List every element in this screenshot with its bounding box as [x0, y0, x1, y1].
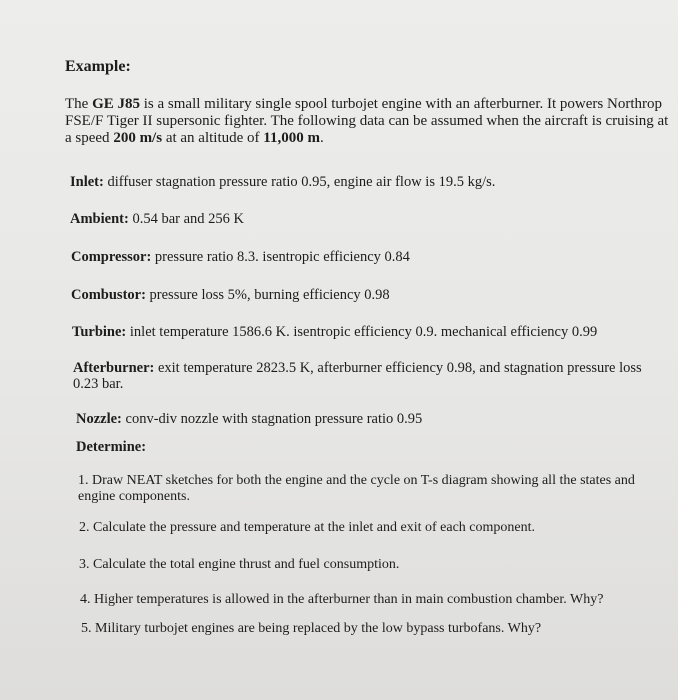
cruise-speed: 200 m/s	[113, 130, 163, 146]
spec-combustor-text: pressure loss 5%, burning efficiency 0.98	[145, 287, 390, 303]
engine-name: GE J85	[92, 96, 141, 112]
intro-text-4: .	[319, 130, 324, 146]
spec-turbine-label: Turbine:	[72, 324, 127, 340]
spec-compressor	[71, 249, 631, 265]
spec-afterburner	[73, 360, 643, 392]
spec-compressor-text: pressure ratio 8.3. isentropic efficiency 0.84	[151, 249, 410, 265]
spec-inlet-text: diffuser stagnation pressure ratio 0.95, engine air flow is 19.5 kg/s.	[103, 174, 496, 190]
intro-text-3: at an altitude of	[162, 130, 264, 146]
spec-ambient-label: Ambient:	[70, 211, 129, 227]
spec-inlet	[70, 174, 630, 190]
spec-ambient-text: 0.54 bar and 256 K	[128, 211, 244, 227]
spec-nozzle	[76, 411, 636, 427]
intro-text-2: is a small military single spool turbojet engine with an afterburner. It powers Northrop FSE/F Tiger II supersonic fighter. The following data can be assumed when the aircraft is cruising at a speed	[65, 96, 669, 146]
spec-nozzle-label: Nozzle:	[76, 411, 122, 427]
example-heading: Example:	[65, 58, 131, 75]
spec-turbine-text: inlet temperature 1586.6 K. isentropic efficiency 0.9. mechanical efficiency 0.99	[126, 324, 598, 340]
question-5: 5. Military turbojet engines are being replaced by the low bypass turbofans. Why?	[81, 621, 542, 636]
intro-paragraph	[65, 96, 677, 147]
determine-heading: Determine:	[76, 439, 147, 455]
spec-combustor-label: Combustor:	[71, 287, 146, 303]
spec-turbine	[72, 324, 672, 340]
question-3: 3. Calculate the total engine thrust and fuel consumption.	[79, 557, 400, 572]
spec-afterburner-text: exit temperature 2823.5 K, afterburner efficiency 0.98, and stagnation pressure loss 0.23 bar.	[73, 360, 642, 392]
intro-text-1: The	[65, 96, 93, 112]
cruise-altitude: 11,000 m	[263, 130, 320, 146]
question-4: 4. Higher temperatures is allowed in the afterburner than in main combustion chamber. Why?	[80, 592, 604, 607]
spec-ambient	[70, 211, 630, 227]
question-1: 1. Draw NEAT sketches for both the engine and the cycle on T-s diagram showing all the states and engine components.	[78, 473, 635, 504]
spec-nozzle-text: conv-div nozzle with stagnation pressure ratio 0.95	[121, 411, 423, 427]
spec-compressor-label: Compressor:	[71, 249, 152, 265]
spec-inlet-label: Inlet:	[70, 174, 104, 190]
question-2: 2. Calculate the pressure and temperature at the inlet and exit of each component.	[79, 520, 535, 535]
spec-combustor	[71, 287, 631, 303]
spec-afterburner-label: Afterburner:	[73, 360, 155, 376]
